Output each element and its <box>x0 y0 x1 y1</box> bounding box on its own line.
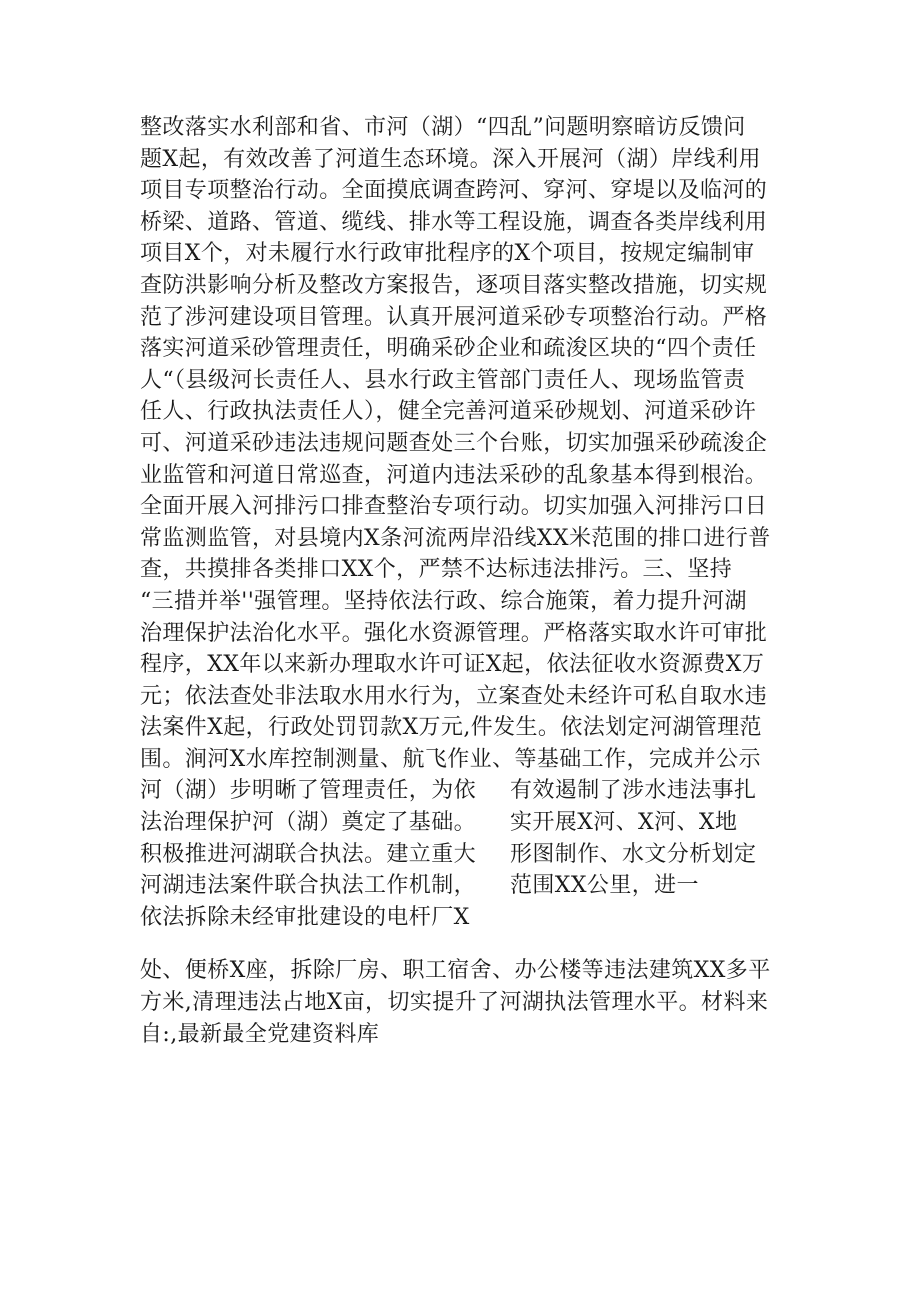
text-line: 处、便桥X座，拆除厂房、职工宿舍、办公楼等违法建筑XX多平 <box>140 958 771 984</box>
text-line: 业监管和河道日常巡查，河道内违法采砂的乱象基本得到根治。 <box>140 462 768 488</box>
text-line: 自:,最新最全党建资料库 <box>140 1021 380 1047</box>
column-line <box>140 807 800 839</box>
column-right-text: 形图制作、水文分析划定 <box>510 841 757 867</box>
text-line: 可、河道采砂违法违规问题查处三个台账，切实加强采砂疏浚企 <box>140 430 768 456</box>
column-left-text: 积极推进河湖联合执法。建立重大 <box>140 841 477 867</box>
column-right-text: 实开展X河、X河、X地 <box>510 810 738 836</box>
column-line <box>140 870 800 902</box>
text-line: 常监测监管，对县境内X条河流两岸沿线XX米范围的排口进行普 <box>140 525 771 551</box>
text-line: 落实河道采砂管理责任，明确采砂企业和疏浚区块的“四个责任 <box>140 336 757 362</box>
text-line: 查防洪影响分析及整改方案报告，逐项目落实整改措施，切实规 <box>140 272 768 298</box>
text-line: 整改落实水利部和省、市河（湖）“四乱”问题明察暗访反馈问 <box>140 115 746 140</box>
column-right-text: 有效遏制了涉水违法事扎 <box>510 778 757 804</box>
text-line: 全面开展入河排污口排查整治专项行动。切实加强入河排污口日 <box>140 494 768 520</box>
text-line: 围。涧河X水库控制测量、航飞作业、等基础工作，完成并公示 <box>140 746 761 772</box>
column-line <box>140 775 800 807</box>
column-left-text: 河湖违法案件联合执法工作机制， <box>140 873 477 899</box>
text-line: 人“（县级河长责任人、县水行政主管部门责任人、现场监管责 <box>140 367 746 393</box>
text-line: 桥梁、道路、管道、缆线、排水等工程设施，调查各类岸线利用 <box>140 209 768 235</box>
body-text <box>140 112 800 1050</box>
text-line: 治理保护法治化水平。强化水资源管理。严格落实取水许可审批 <box>140 620 768 646</box>
text-line: 项目专项整治行动。全面摸底调查跨河、穿河、穿堤以及临河的 <box>140 178 768 204</box>
column-left-text: 河（湖）步明晰了管理责任，为依 <box>140 778 477 804</box>
column-line <box>140 902 800 934</box>
text-line: 元；依法查处非法取水用水行为，立案查处未经许可私自取水违 <box>140 683 768 709</box>
text-line: 范了涉河建设项目管理。认真开展河道采砂专项整治行动。严格 <box>140 304 768 330</box>
text-line: 题X起，有效改善了河道生态环境。深入开展河（湖）岸线利用 <box>140 146 761 172</box>
column-right-text: 范围XX公里，进一 <box>510 873 699 899</box>
column-right-text <box>510 902 800 934</box>
text-line: 查，共摸排各类排口XX个，严禁不达标违法排污。三、坚持 <box>140 557 733 583</box>
column-left-text: 依法拆除未经审批建设的电杆厂X <box>140 904 470 930</box>
text-line: 程序，XX年以来新办理取水许可证X起，依法征收水资源费X万 <box>140 652 765 678</box>
text-line: 法案件X起，行政处罚罚款X万元,件发生。依法划定河湖管理范 <box>140 715 762 741</box>
column-left-text: 法治理保护河（湖）奠定了基础。 <box>140 810 477 836</box>
column-line <box>140 839 800 871</box>
text-line: 任人、行政执法责任人），健全完善河道采砂规划、河道采砂许 <box>140 399 757 425</box>
text-line: 方米,清理违法占地X亩，切实提升了河湖执法管理水平。材料来 <box>140 990 769 1016</box>
text-line: 项目X个，对未履行水行政审批程序的X个项目，按规定编制审 <box>140 241 755 267</box>
text-line: “三措并举''强管理。坚持依法行政、综合施策，着力提升河湖 <box>140 588 747 614</box>
